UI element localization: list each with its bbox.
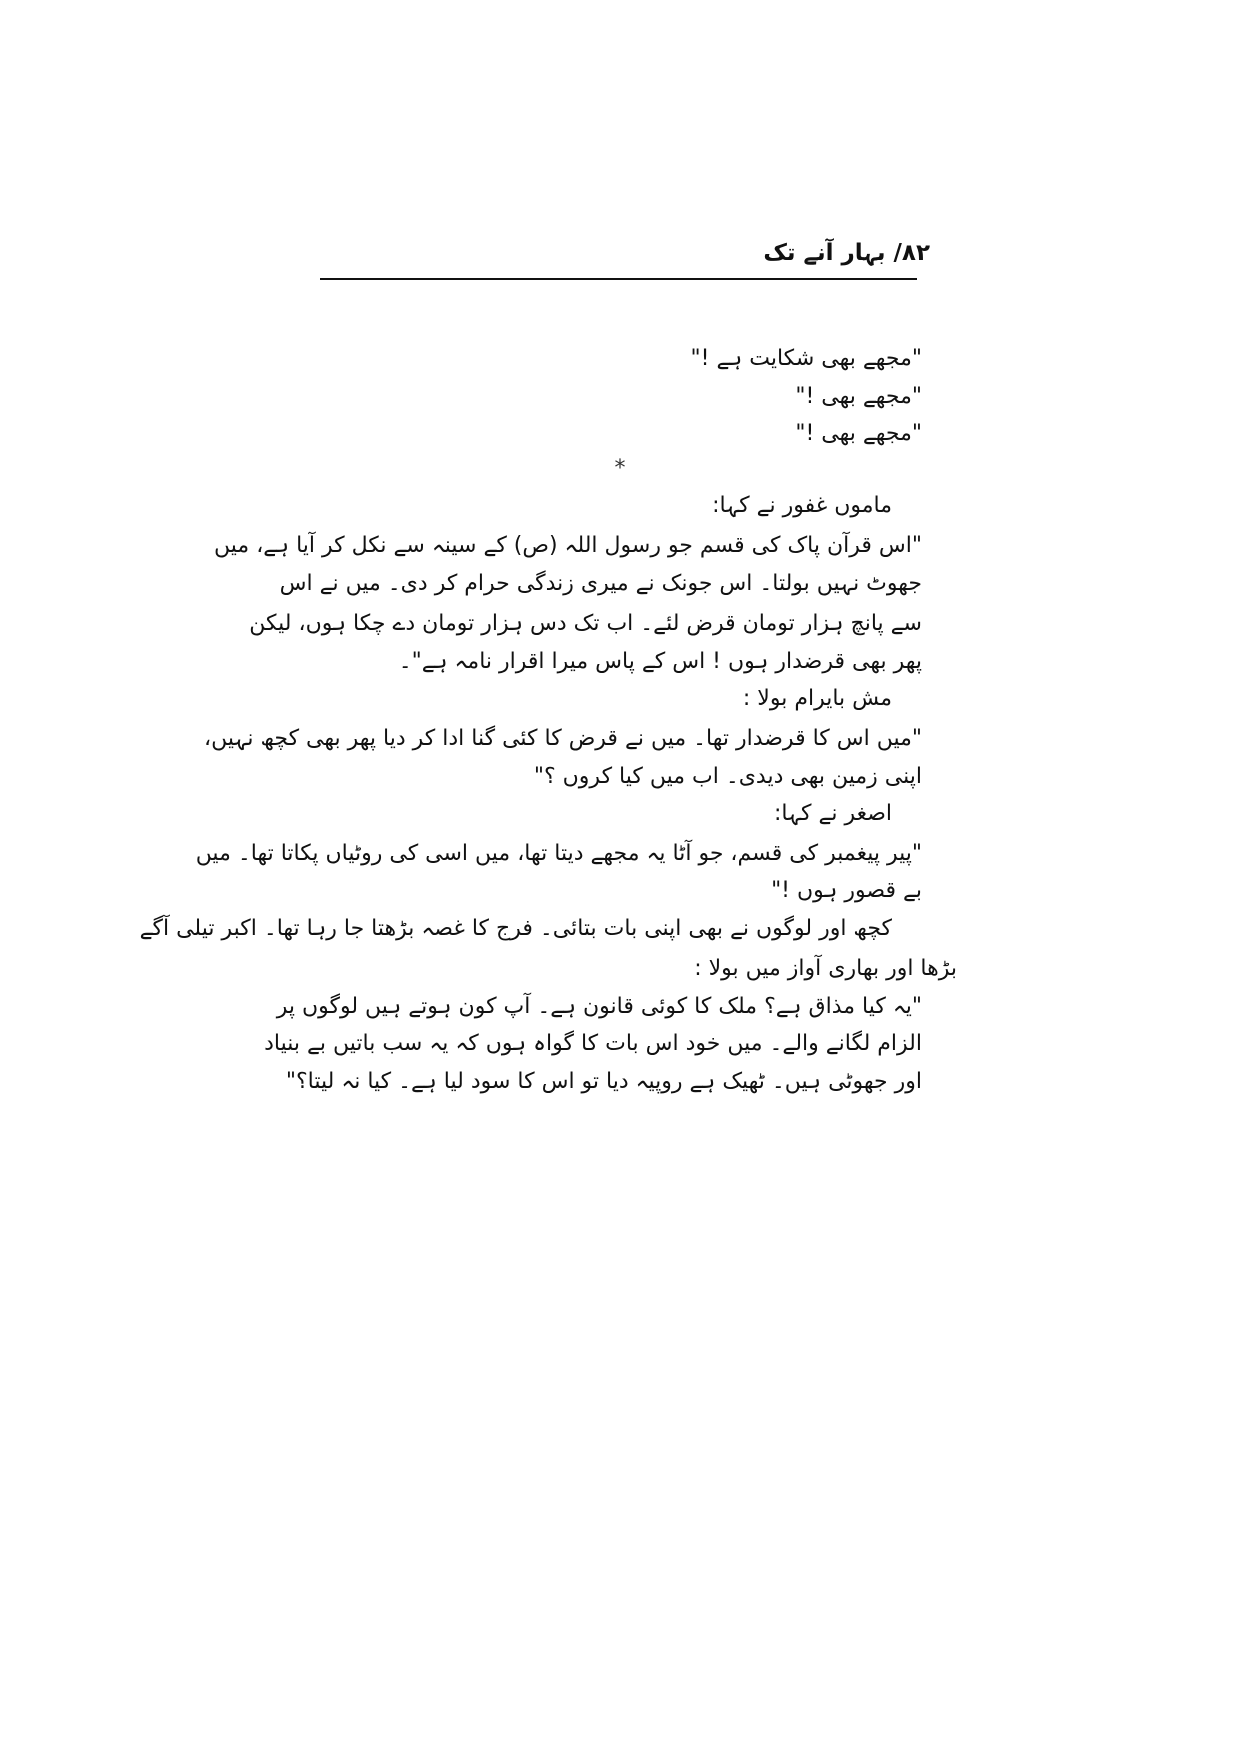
text-line: اور جھوٹی ہیں۔ ٹھیک ہے روپیہ دیا تو اس کا سود لیا ہے۔ کیا نہ لیتا؟" — [285, 1069, 922, 1094]
text-line: الزام لگانے والے۔ میں خود اس بات کا گواہ ہوں کہ یہ سب باتیں بے بنیاد — [264, 1031, 922, 1056]
text-line: اصغر نے کہا: — [773, 801, 892, 826]
scene-break: * — [614, 456, 626, 481]
text-line: بڑھا اور بھاری آواز میں بولا : — [694, 956, 957, 981]
running-header: ۸۲/ بہار آنے تک — [763, 240, 930, 266]
text-line: "مجھے بھی !" — [795, 384, 922, 409]
text-line: سے پانچ ہزار تومان قرض لئے۔ اب تک دس ہزار تومان دے چکا ہوں، لیکن — [249, 611, 922, 636]
text-line: "یہ کیا مذاق ہے؟ ملک کا کوئی قانون ہے۔ آپ کون ہوتے ہیں لوگوں پر — [276, 994, 922, 1019]
text-line: ماموں غفور نے کہا: — [712, 493, 892, 518]
text-line: بے قصور ہوں !" — [771, 878, 922, 903]
text-line: کچھ اور لوگوں نے بھی اپنی بات بتائی۔ فرج کا غصہ بڑھتا جا رہا تھا۔ اکبر تیلی آگے — [139, 916, 892, 941]
text-line: "مجھے بھی !" — [795, 421, 922, 446]
text-line: اپنی زمین بھی دیدی۔ اب میں کیا کروں ؟" — [533, 764, 922, 789]
text-line: "میں اس کا قرضدار تھا۔ میں نے قرض کا کئی گنا ادا کر دیا پھر بھی کچھ نہیں، — [203, 726, 922, 751]
text-line: پھر بھی قرضدار ہوں ! اس کے پاس میرا اقرار نامہ ہے"۔ — [398, 649, 922, 674]
text-line: "پیر پیغمبر کی قسم، جو آٹا یہ مجھے دیتا تھا، میں اسی کی روٹیاں پکاتا تھا۔ میں — [195, 841, 922, 866]
text-line: مش بایرام بولا : — [742, 686, 892, 711]
header-rule — [320, 278, 917, 280]
text-line: جھوٹ نہیں بولتا۔ اس جونک نے میری زندگی حرام کر دی۔ میں نے اس — [279, 571, 922, 596]
text-line: "اس قرآن پاک کی قسم جو رسول اللہ (ص) کے سینہ سے نکل کر آیا ہے، میں — [214, 533, 922, 558]
text-line: "مجھے بھی شکایت ہے !" — [690, 346, 922, 371]
